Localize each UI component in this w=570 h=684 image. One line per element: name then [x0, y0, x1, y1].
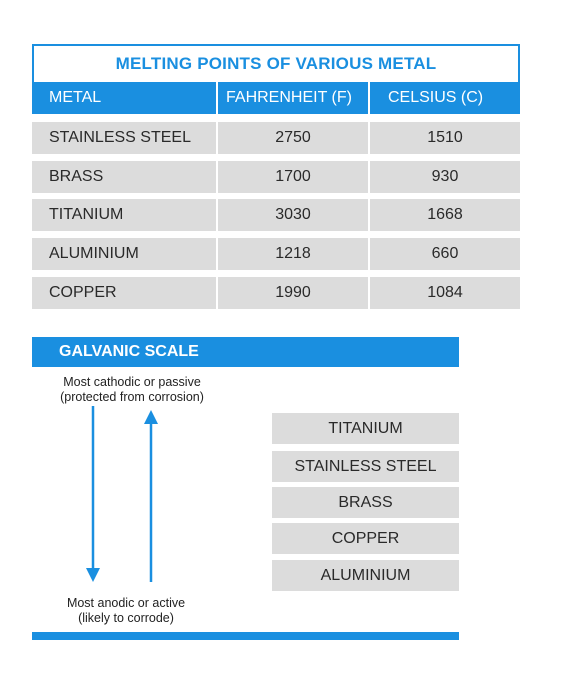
galvanic-scale-title: GALVANIC SCALE [32, 337, 459, 367]
header-divider [368, 82, 370, 114]
metal-cell: BRASS [32, 161, 216, 193]
footer-bar [32, 632, 459, 640]
header-celsius: CELSIUS (C) [388, 89, 484, 106]
celsius-cell: 1084 [370, 277, 520, 309]
arrow-down-icon [86, 406, 100, 582]
scale-item: TITANIUM [272, 413, 459, 444]
scale-item: COPPER [272, 523, 459, 554]
celsius-cell: 1668 [370, 199, 520, 231]
scale-item: ALUMINIUM [272, 560, 459, 591]
metal-cell: COPPER [32, 277, 216, 309]
celsius-cell: 1510 [370, 122, 520, 154]
table-row [32, 277, 520, 309]
table-row [32, 122, 520, 154]
scale-item: STAINLESS STEEL [272, 451, 459, 482]
scale-item: BRASS [272, 487, 459, 518]
fahrenheit-cell: 3030 [218, 199, 368, 231]
anodic-label-line2: (likely to corrode) [78, 611, 174, 625]
cathodic-label-line1: Most cathodic or passive [63, 375, 201, 389]
anodic-label-line1: Most anodic or active [66, 596, 186, 610]
metal-cell: STAINLESS STEEL [32, 122, 216, 154]
header-divider [216, 82, 218, 114]
metal-cell: ALUMINIUM [32, 238, 216, 270]
melting-table-header [32, 82, 520, 114]
cathodic-label-line2: (protected from corrosion) [60, 390, 204, 404]
anodic-label [26, 596, 226, 626]
header-fahrenheit: FAHRENHEIT (F) [226, 89, 352, 106]
table-row [32, 161, 520, 193]
arrow-up-icon [144, 410, 158, 582]
table-row [32, 199, 520, 231]
fahrenheit-cell: 1218 [218, 238, 368, 270]
celsius-cell: 660 [370, 238, 520, 270]
scale-arrows [76, 400, 166, 586]
fahrenheit-cell: 1700 [218, 161, 368, 193]
fahrenheit-cell: 1990 [218, 277, 368, 309]
metal-cell: TITANIUM [32, 199, 216, 231]
fahrenheit-cell: 2750 [218, 122, 368, 154]
melting-table-title: MELTING POINTS OF VARIOUS METAL [32, 44, 520, 82]
table-row [32, 238, 520, 270]
header-metal: METAL [49, 89, 102, 106]
celsius-cell: 930 [370, 161, 520, 193]
